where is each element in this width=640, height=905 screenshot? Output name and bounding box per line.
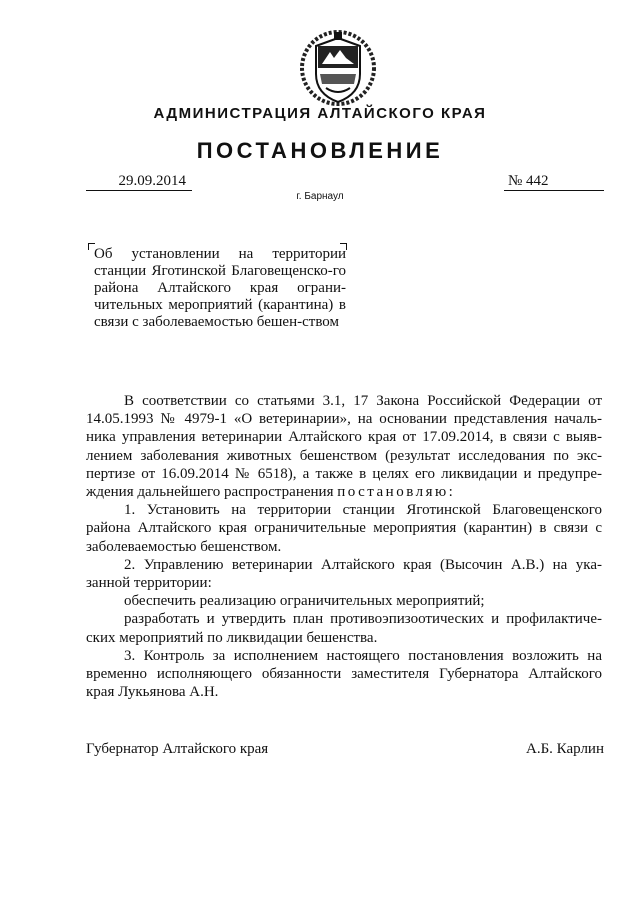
item-2b: разработать и утвердить план противоэпизоотических и профилактиче-ских мероприятий по ликвидации бешенства. [86, 611, 602, 646]
item-2a: обеспечить реализацию ограничительных мероприятий; [124, 593, 485, 610]
document-number: № 442 [504, 172, 604, 191]
city-label: г. Барнаул [296, 191, 344, 202]
signatory-position: Губернатор Алтайского края [86, 741, 269, 757]
document-type: ПОСТАНОВЛЕНИЕ [196, 138, 444, 163]
coat-of-arms-emblem [296, 24, 380, 108]
item-2: 2. Управлению ветеринарии Алтайского края (Высочин А.В.) на ука-занной территории: [86, 556, 602, 592]
document-subject: Об установлении на территории станции Яготинской Благовещенско-го района Алтайского края ограни-чительных мероприятий (карантина) в связи с заболеваемостью бешен-ством [94, 246, 346, 330]
document-body [86, 392, 602, 701]
decree-word: постановляю: [337, 484, 456, 501]
document-date: 29.09.2014 [86, 172, 192, 191]
signatory-name: А.Б. Карлин [525, 741, 604, 757]
intro-paragraph [86, 392, 602, 501]
intro-text: В соответствии со статьями 3.1, 17 Закона Российской Федерации от 14.05.1993 № 4979-1 «О ветеринарии», на основании представления началь-ника управления ветеринарии Алтайского края от 17.09.2014, в связи с выяв-лением заболевания животных бешенством (результат исследования по экс-пертизе от 16.09.2014 № 6518), а также в целях его ликвидации и предупре-ждения дальнейшего распространения [86, 393, 602, 501]
item-1: 1. Установить на территории станции Яготинской Благовещенского района Алтайского края ограничительные мероприятия (карантин) в связи с заболеваемостью бешенством. [86, 502, 602, 555]
item-3: 3. Контроль за исполнением настоящего постановления возложить на временно исполняющего обязанности заместителя Губернатора Алтайского края Лукьянова А.Н. [86, 647, 602, 701]
organization-name: АДМИНИСТРАЦИЯ АЛТАЙСКОГО КРАЯ [153, 105, 487, 122]
